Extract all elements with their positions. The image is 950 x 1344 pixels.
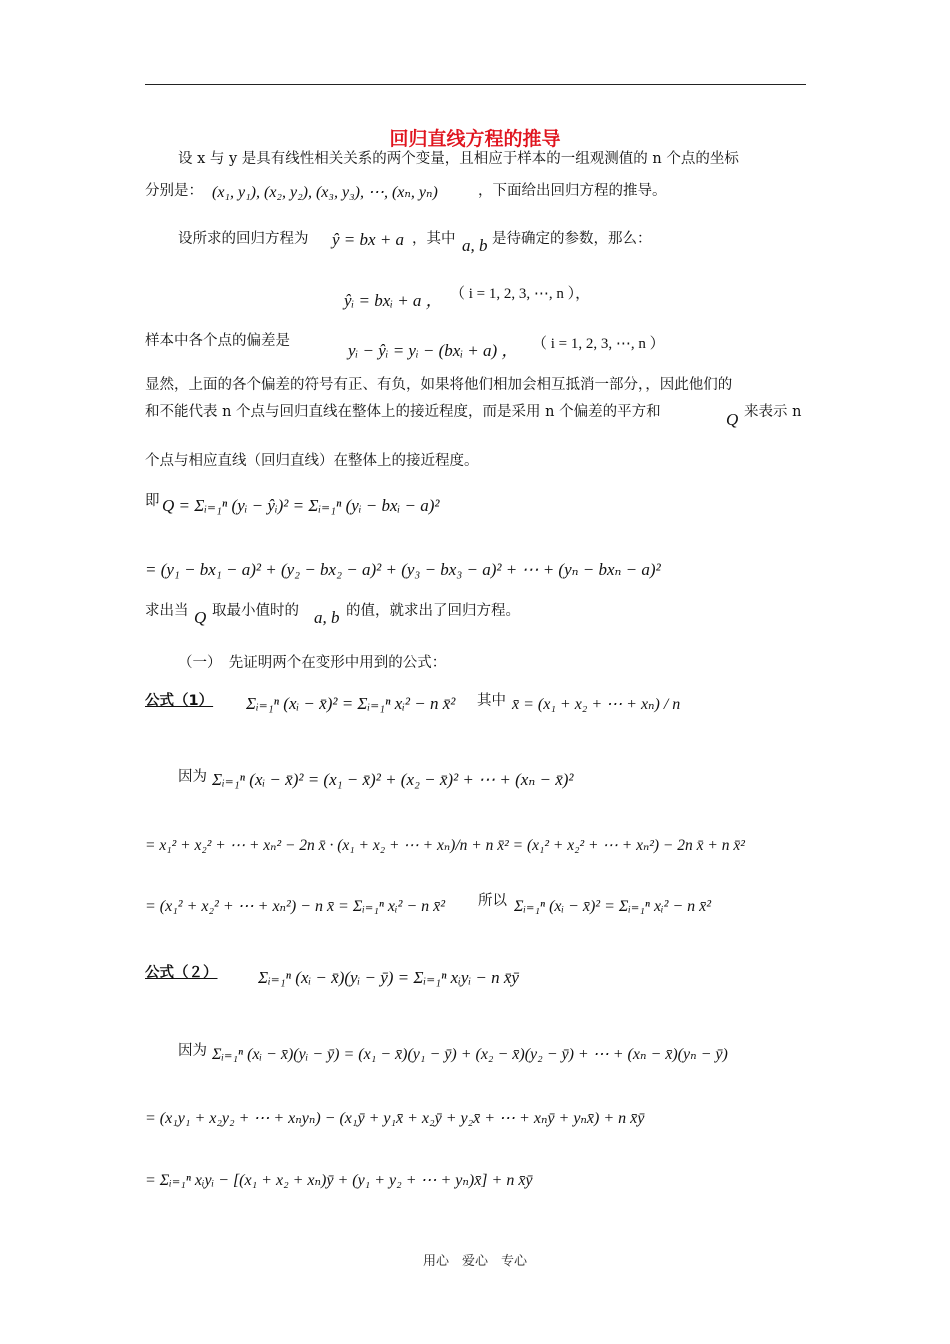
- para-2-text: 设所求的回归方程为: [178, 231, 309, 247]
- formula-2-label: 公式（２）: [145, 965, 218, 981]
- section-1-heading: （一） 先证明两个在变形中用到的公式：: [178, 655, 447, 671]
- formula-1-label: 公式（1）: [145, 693, 214, 709]
- Q-symbol-2: Q: [194, 608, 207, 627]
- xbar-definition: x̄ = (x₁ + x₂ + ⋯ + xₙ) / n: [512, 696, 681, 713]
- para-2-where: ，其中: [412, 231, 456, 247]
- formula-1-where: 其中: [477, 693, 506, 709]
- formula-1-conclusion: Σᵢ₌₁ⁿ (xᵢ − x̄)² = Σᵢ₌₁ⁿ xᵢ² − n x̄²: [514, 898, 712, 915]
- para-1-line-1: 设 x 与 y 是具有线性相关关系的两个变量，且相应于样本的一组观测值的 n 个点的坐标: [178, 151, 739, 167]
- formula-2-proof-2: = (x₁y₁ + x₂y₂ + ⋯ + xₙyₙ) − (x₁ȳ + y₁x̄ + x₂ȳ + y₂x̄ + ⋯ + xₙȳ + yₙx̄) + n x̄ȳ: [145, 1110, 645, 1127]
- index-range-2: （ i = 1, 2, 3, ⋯, n ）: [532, 336, 665, 352]
- formula-2: Σᵢ₌₁ⁿ (xᵢ − x̄)(yᵢ − ȳ) = Σᵢ₌₁ⁿ xᵢyᵢ − n x̄ȳ: [258, 968, 519, 987]
- para-1-line-2-end: ，下面给出回归方程的推导。: [478, 183, 667, 199]
- para-4-line-2-end: 来表示 n: [744, 404, 802, 420]
- formula-1-proof-2: = x₁² + x₂² + ⋯ + xₙ² − 2n x̄ · (x₁ + x₂ + ⋯ + xₙ)/n + n x̄² = (x₁² + x₂² + ⋯ + xₙ²) − 2n x̄ + n x̄²: [145, 837, 745, 854]
- page-footer: 用心 爱心 专心: [422, 1254, 527, 1269]
- because-label-2: 因为: [178, 1043, 207, 1059]
- para-4-line-3: 个点与相应直线（回归直线）在整体上的接近程度。: [145, 453, 479, 469]
- header-rule: [145, 84, 806, 85]
- params-ab: a, b: [462, 236, 488, 255]
- para-5-text: 求出当: [145, 603, 189, 619]
- para-1-line-2: 分别是：: [145, 183, 203, 199]
- index-range-1: （ i = 1, 2, 3, ⋯, n ），: [450, 286, 591, 302]
- points-formula: (x₁, y₁), (x₂, y₂), (x₃, y₃), ⋯, (xₙ, yₙ): [212, 184, 438, 201]
- doc-title: 回归直线方程的推导: [389, 128, 561, 150]
- so-label: 所以: [478, 893, 507, 909]
- because-label-1: 因为: [178, 769, 207, 785]
- Q-sum-formula: Q = Σᵢ₌₁ⁿ (yᵢ − ŷᵢ)² = Σᵢ₌₁ⁿ (yᵢ − bxᵢ − a)²: [162, 496, 440, 515]
- para-4-line-2: 和不能代表 n 个点与回归直线在整体上的接近程度，而是采用 n 个偏差的平方和: [145, 404, 661, 420]
- para-4-line-1: 显然，上面的各个偏差的符号有正、有负，如果将他们相加会相互抵消一部分，，因此他们的: [145, 377, 733, 393]
- para-2-end: 是待确定的参数，那么：: [492, 231, 652, 247]
- Q-expanded-formula: = (y₁ − bx₁ − a)² + (y₂ − bx₂ − a)² + (y₃ − bx₃ − a)² + ⋯ + (yₙ − bxₙ − a)²: [145, 560, 661, 579]
- formula-2-proof-3: = Σᵢ₌₁ⁿ xᵢyᵢ − [(x₁ + x₂ + xₙ)ȳ + (y₁ + y₂ + ⋯ + yₙ)x̄] + n x̄ȳ: [145, 1172, 533, 1189]
- regression-equation: ŷ = bx + a: [332, 230, 405, 249]
- para-3-text: 样本中各个点的偏差是: [145, 333, 290, 349]
- para-5-mid: 取最小值时的: [212, 603, 299, 619]
- ji-label: 即: [145, 493, 160, 509]
- Q-symbol: Q: [726, 410, 739, 429]
- formula-2-proof-1: Σᵢ₌₁ⁿ (xᵢ − x̄)(yᵢ − ȳ) = (x₁ − x̄)(y₁ − ȳ) + (x₂ − x̄)(y₂ − ȳ) + ⋯ + (xₙ − x̄)(yₙ − ȳ): [212, 1046, 728, 1063]
- formula-1: Σᵢ₌₁ⁿ (xᵢ − x̄)² = Σᵢ₌₁ⁿ xᵢ² − n x̄²: [246, 694, 456, 713]
- formula-1-proof-1: Σᵢ₌₁ⁿ (xᵢ − x̄)² = (x₁ − x̄)² + (x₂ − x̄)² + ⋯ + (xₙ − x̄)²: [212, 770, 574, 789]
- para-5-end: 的值，就求出了回归方程。: [346, 603, 520, 619]
- deviation-formula: yᵢ − ŷᵢ = yᵢ − (bxᵢ + a) ，: [348, 341, 519, 360]
- fitted-value-formula: ŷᵢ = bxᵢ + a ，: [344, 291, 443, 310]
- params-ab-2: a, b: [314, 608, 340, 627]
- formula-1-proof-3: = (x₁² + x₂² + ⋯ + xₙ²) − n x̄ = Σᵢ₌₁ⁿ xᵢ² − n x̄²: [145, 898, 446, 915]
